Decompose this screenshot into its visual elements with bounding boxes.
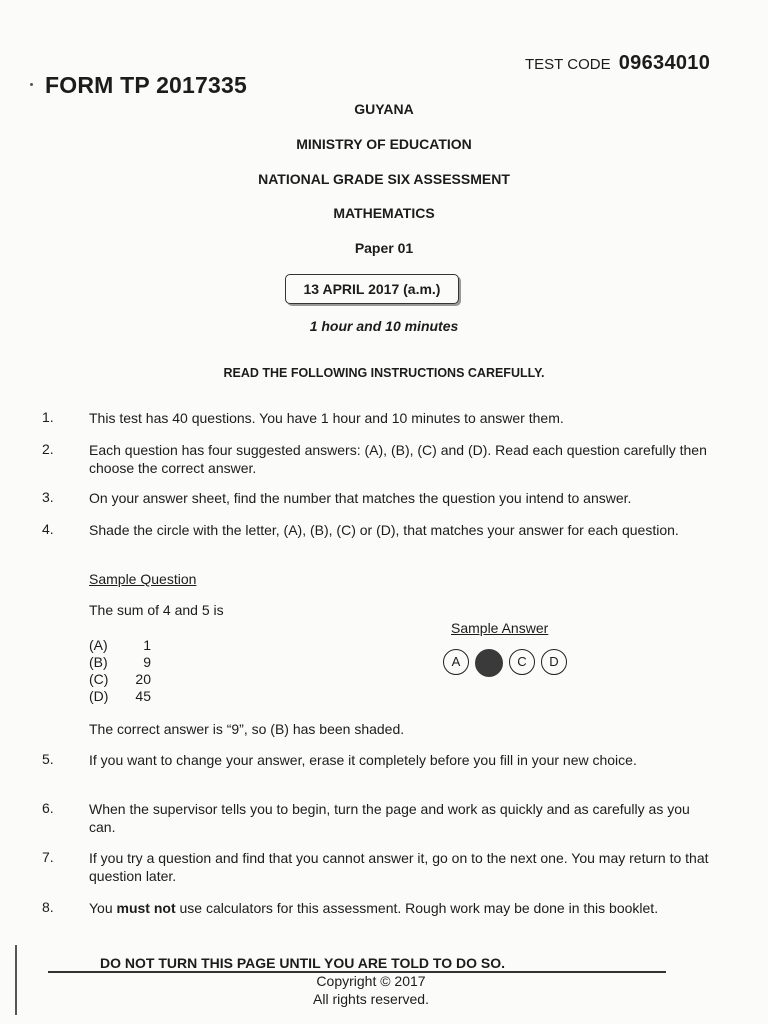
exam-date-box: 13 APRIL 2017 (a.m.)	[285, 274, 459, 304]
ministry-title: MINISTRY OF EDUCATION	[296, 136, 472, 152]
instruction-text: If you want to change your answer, erase it completely before you fill in your new choice.	[89, 752, 637, 768]
instructions-heading: READ THE FOLLOWING INSTRUCTIONS CAREFULLY.	[223, 366, 545, 380]
sample-options	[89, 637, 151, 705]
instruction-number: 5.	[42, 751, 54, 767]
sample-option	[89, 637, 151, 654]
instruction-number: 2.	[42, 441, 54, 457]
instruction-number: 3.	[42, 489, 54, 505]
bubble-b-shaded	[475, 649, 503, 677]
rights-reserved: All rights reserved.	[313, 991, 429, 1007]
sample-question-heading: Sample Question	[89, 571, 197, 587]
instruction-number: 6.	[42, 800, 54, 816]
copyright: Copyright © 2017	[316, 973, 426, 989]
option-letter: (B)	[89, 654, 108, 670]
instruction-number: 8.	[42, 899, 54, 915]
option-letter: (D)	[89, 688, 109, 704]
exam-duration: 1 hour and 10 minutes	[309, 318, 459, 334]
do-not-turn-warning: DO NOT TURN THIS PAGE UNTIL YOU ARE TOLD TO DO SO.	[100, 955, 505, 971]
form-number: FORM TP 2017335	[45, 72, 248, 98]
instruction-number: 4.	[42, 521, 54, 537]
instruction-text: This test has 40 questions. You have 1 hour and 10 minutes to answer them.	[89, 410, 564, 426]
bubble-d: D	[541, 649, 567, 675]
instruction-text	[89, 899, 709, 917]
subject-title: MATHEMATICS	[333, 205, 435, 221]
sample-answer-heading: Sample Answer	[451, 620, 549, 636]
instruction-text: If you try a question and find that you cannot answer it, go on to the next one. You may return to that question later.	[89, 850, 709, 884]
stray-mark	[30, 83, 33, 86]
test-code	[525, 52, 710, 75]
sample-answer-bubbles	[443, 649, 567, 677]
instruction-text-part: use calculators for this assessment. Rough work may be done in this booklet.	[175, 900, 659, 916]
assessment-title: NATIONAL GRADE SIX ASSESSMENT	[258, 171, 510, 187]
option-value: 20	[135, 671, 151, 687]
test-code-label: TEST CODE	[525, 56, 611, 73]
bubble-a: A	[443, 649, 469, 675]
instruction-emphasis: must not	[116, 900, 176, 916]
instruction-number: 1.	[42, 409, 54, 425]
option-value: 1	[143, 637, 151, 653]
test-code-number: 09634010	[618, 52, 711, 74]
country-title: GUYANA	[354, 101, 414, 117]
instruction-text: Each question has four suggested answers: (A), (B), (C) and (D). Read each question carefully then choose the correct answer.	[89, 442, 707, 476]
option-value: 9	[143, 654, 151, 670]
sample-option	[89, 688, 151, 705]
instruction-text: Shade the circle with the letter, (A), (B), (C) or (D), that matches your answer for each question.	[89, 522, 679, 538]
option-letter: (C)	[89, 671, 109, 687]
paper-title: Paper 01	[354, 240, 414, 256]
sample-option	[89, 654, 151, 671]
sample-question-text: The sum of 4 and 5 is	[89, 602, 224, 618]
sample-option	[89, 671, 151, 688]
instruction-text-part: You	[89, 900, 117, 916]
option-letter: (A)	[89, 637, 108, 653]
bubble-c: C	[509, 649, 535, 675]
option-value: 45	[135, 688, 151, 704]
sample-explanation: The correct answer is “9”, so (B) has been shaded.	[89, 721, 405, 737]
instruction-text: When the supervisor tells you to begin, turn the page and work as quickly and as carefully as you can.	[89, 801, 690, 835]
instruction-number: 7.	[42, 849, 54, 865]
instruction-text: On your answer sheet, find the number that matches the question you intend to answer.	[89, 490, 632, 506]
